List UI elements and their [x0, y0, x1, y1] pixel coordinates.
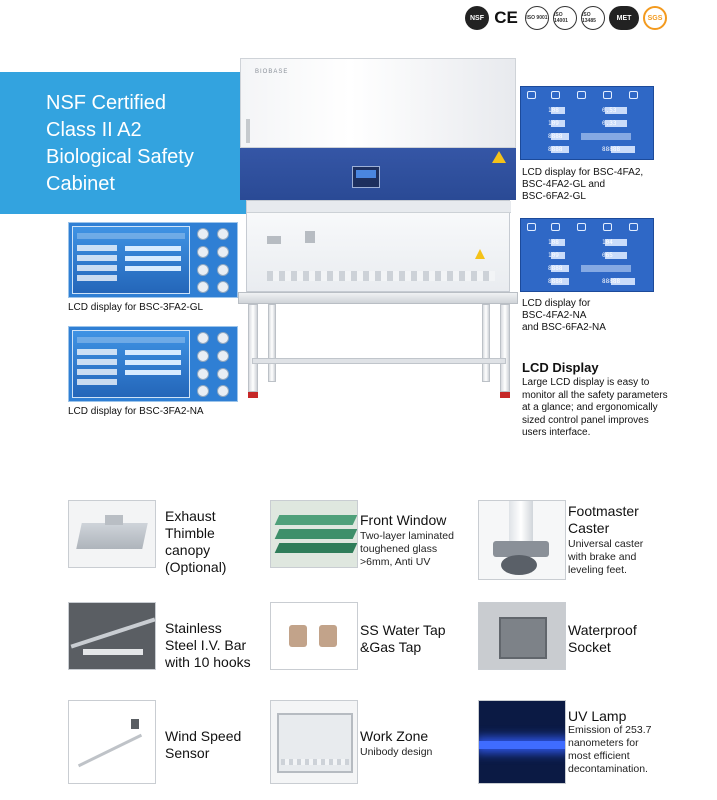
panel-button	[197, 368, 209, 380]
feature-title-front-window: Front Window	[360, 512, 447, 528]
work-surface-grille	[267, 271, 495, 281]
panel-button	[217, 332, 229, 344]
feature-title-socket: Waterproof Socket	[568, 622, 637, 655]
iso-9001-logo: ISO 9001	[525, 6, 549, 30]
feature-title-taps: SS Water Tap &Gas Tap	[360, 622, 446, 655]
lcd-icon	[629, 223, 638, 231]
lcd-caption-3fa2-gl: LCD display for BSC-3FA2-GL	[68, 302, 204, 313]
banner-line: NSF Certified	[46, 92, 167, 114]
panel-button	[217, 385, 229, 397]
panel-button	[197, 228, 209, 240]
iv-bar-image	[68, 602, 156, 670]
feature-desc-caster: Universal caster with brake and leveling feet.	[568, 538, 644, 576]
stand-leg	[248, 304, 258, 392]
control-band	[240, 148, 516, 200]
lcd-readout-left: 108 109 8888 8888	[548, 239, 563, 285]
footmaster-caster-image	[478, 500, 566, 580]
lcd-caption-3fa2-na: LCD display for BSC-3FA2-NA	[68, 406, 204, 417]
lcd-icon	[603, 223, 612, 231]
lcd-icon	[577, 91, 586, 99]
panel-button	[217, 368, 229, 380]
lcd-icon	[603, 91, 612, 99]
iso-13485-logo: ISO 13485	[581, 6, 605, 30]
control-panel	[352, 166, 380, 188]
brand-label: BIOBASE	[255, 69, 289, 75]
lcd-icon	[551, 223, 560, 231]
panel-button	[197, 264, 209, 276]
lcd-readout-right: 0.53 0.33 88888	[602, 107, 621, 153]
water-gas-tap-image	[270, 602, 358, 670]
feature-desc-work-zone: Unibody design	[360, 746, 433, 758]
lcd-icon	[551, 91, 560, 99]
banner-line: Class II A2	[46, 119, 142, 141]
nsf-logo: NSF	[465, 6, 489, 30]
iso-14001-logo: ISO 14001	[553, 6, 577, 30]
feature-title-caster: Footmaster Caster	[568, 503, 639, 536]
wind-speed-sensor-image	[68, 700, 156, 784]
panel-button	[197, 281, 209, 293]
panel-button	[217, 350, 229, 362]
cabinet-top-housing	[240, 58, 516, 148]
panel-button	[217, 264, 229, 276]
water-tap-icon	[305, 231, 315, 243]
stand-leg	[500, 304, 510, 392]
banner-line: Biological Safety	[46, 146, 194, 168]
feature-title-work-zone: Work Zone	[360, 728, 429, 744]
panel-button	[197, 332, 209, 344]
lcd-feature-title: LCD Display	[522, 360, 599, 375]
lcd-caption-4fa2-na: LCD display for BSC-4FA2-NA and BSC-6FA2-NA	[522, 298, 606, 333]
lcd-feature-desc: Large LCD display is easy to monitor all the safety parameters at a glance; and ergonomically sized control panel improves users interface.	[522, 377, 668, 438]
banner-line: Cabinet	[46, 173, 115, 195]
lcd-icon	[527, 223, 536, 231]
panel-button	[197, 350, 209, 362]
caster-brake	[500, 392, 510, 398]
gas-tap-icon	[267, 236, 281, 244]
panel-button	[197, 246, 209, 258]
lcd-panel-3fa2-na	[68, 326, 238, 402]
work-chamber	[246, 200, 510, 292]
sgs-logo: SGS	[643, 6, 667, 30]
feature-title-exhaust: Exhaust Thimble canopy (Optional)	[165, 508, 227, 575]
lcd-icon	[527, 91, 536, 99]
feature-desc-front-window: Two-layer laminated toughened glass >6mm, Anti UV	[360, 530, 454, 568]
waterproof-socket-image	[478, 602, 566, 670]
cabinet-illustration	[232, 58, 522, 403]
lcd-readout-left: 108 109 8888 8888	[548, 107, 563, 153]
uv-lamp-image	[478, 700, 566, 784]
feature-title-uv-lamp: UV Lamp	[568, 708, 627, 724]
panel-button	[197, 385, 209, 397]
panel-button	[217, 281, 229, 293]
ce-mark: CE	[494, 8, 518, 27]
caster-brake	[248, 392, 258, 398]
met-logo: MET	[609, 6, 639, 30]
panel-button	[217, 246, 229, 258]
exhaust-canopy-image	[68, 500, 156, 568]
stand-leg	[268, 304, 276, 382]
biohazard-icon	[492, 151, 506, 163]
warning-icon	[475, 249, 485, 259]
lcd-icon	[629, 91, 638, 99]
work-zone-image	[270, 700, 358, 784]
front-window-image	[270, 500, 358, 568]
feature-title-iv-bar: Stainless Steel I.V. Bar with 10 hooks	[165, 620, 251, 670]
feature-title-wind-sensor: Wind Speed Sensor	[165, 728, 242, 761]
title-banner	[0, 72, 260, 214]
lcd-panel-4fa2-gl	[520, 86, 654, 160]
lcd-panel-4fa2-na	[520, 218, 654, 292]
feature-desc-uv-lamp: Emission of 253.7 nanometers for most efficient decontamination.	[568, 724, 652, 775]
lcd-readout-right: 104 065 88888	[602, 239, 621, 285]
stand-leg	[482, 304, 490, 382]
lcd-caption-4fa2-gl: LCD display for BSC-4FA2, BSC-4FA2-GL and BSC-6FA2-GL	[522, 167, 644, 202]
lcd-icon	[577, 223, 586, 231]
lcd-panel-3fa2-gl	[68, 222, 238, 298]
panel-button	[217, 228, 229, 240]
